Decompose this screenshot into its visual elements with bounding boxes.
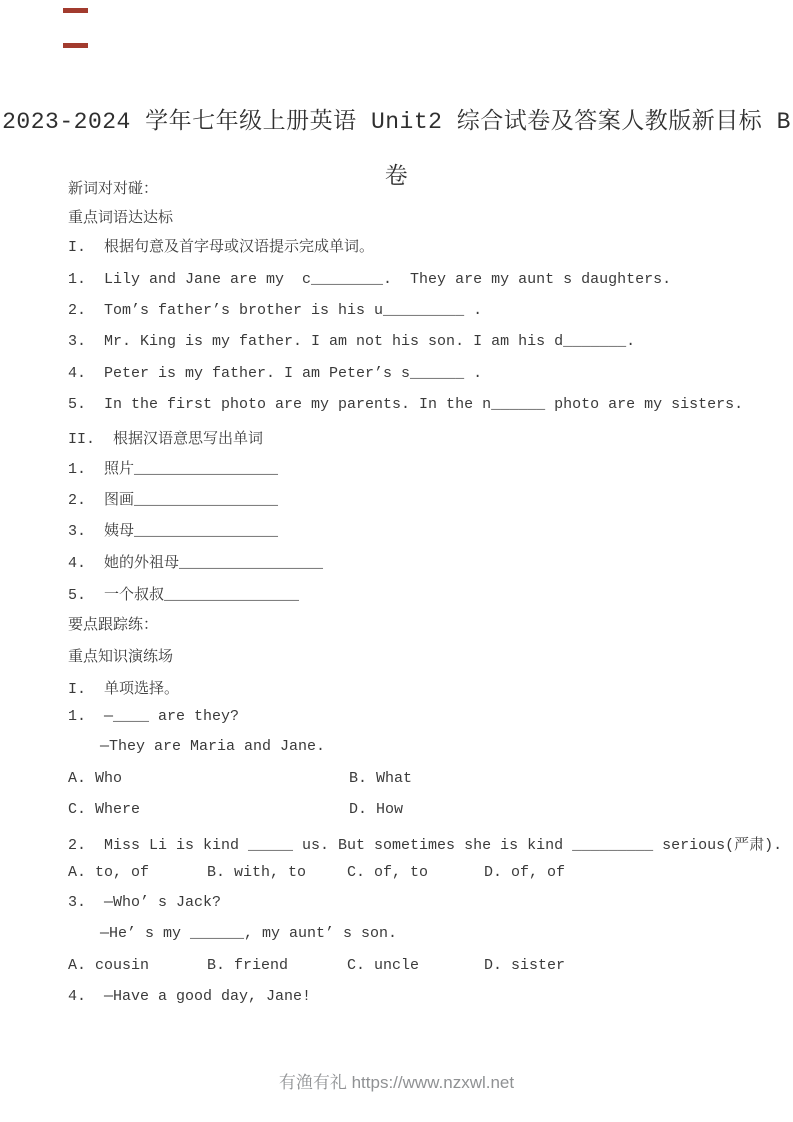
section-heading: I. 根据句意及首字母或汉语提示完成单词。 bbox=[68, 239, 375, 256]
footer-site-link[interactable]: 有渔有礼 https://www.nzxwl.net bbox=[278, 1073, 515, 1092]
option-d: D. of, of bbox=[484, 864, 566, 881]
question-line: 2. Tom’s father’s brother is his u_________ . bbox=[68, 302, 483, 319]
question-line: 3. —Who’ s Jack? bbox=[68, 894, 222, 911]
option-d: D. sister bbox=[484, 957, 566, 974]
intro-text: 重点词语达达标 bbox=[68, 210, 174, 227]
option-b: B. friend bbox=[207, 957, 289, 974]
option-a: A. to, of bbox=[68, 864, 150, 881]
page-title-line-2: 卷 bbox=[384, 164, 409, 190]
question-line: 4. —Have a good day, Jane! bbox=[68, 988, 312, 1005]
red-dash-mark bbox=[63, 43, 88, 48]
question-line: 2. Miss Li is kind _____ us. But sometimes she is kind _________ serious(严肃). bbox=[68, 837, 783, 854]
question-line: 3. 姨母________________ bbox=[68, 523, 279, 540]
section-heading: I. 单项选择。 bbox=[68, 681, 180, 698]
option-b: B. with, to bbox=[207, 864, 307, 881]
question-answer-line: —They are Maria and Jane. bbox=[100, 738, 326, 755]
red-dash-mark bbox=[63, 8, 88, 13]
question-line: 4. Peter is my father. I am Peter’s s______ . bbox=[68, 365, 483, 382]
question-line: 1. Lily and Jane are my c________. They are my aunt s daughters. bbox=[68, 271, 672, 288]
question-line: 5. In the first photo are my parents. In the n______ photo are my sisters. bbox=[68, 396, 744, 413]
option-c: C. uncle bbox=[347, 957, 420, 974]
question-line: 3. Mr. King is my father. I am not his son. I am his d_______. bbox=[68, 333, 636, 350]
option-b: B. What bbox=[349, 770, 413, 787]
question-line: 1. 照片________________ bbox=[68, 461, 279, 478]
question-line: 4. 她的外祖母________________ bbox=[68, 555, 324, 572]
section-heading: II. 根据汉语意思写出单词 bbox=[68, 431, 264, 448]
intro-text: 新词对对碰： bbox=[68, 181, 159, 198]
page-title-line-1: 2023-2024 学年七年级上册英语 Unit2 综合试卷及答案人教版新目标 B bbox=[2, 109, 791, 135]
option-c: C. Where bbox=[68, 801, 141, 818]
option-a: A. Who bbox=[68, 770, 123, 787]
question-line: 1. —____ are they? bbox=[68, 708, 240, 725]
question-line: 2. 图画________________ bbox=[68, 492, 279, 509]
intro-text: 要点跟踪练： bbox=[68, 617, 159, 634]
question-answer-line: —He’ s my ______, my aunt’ s son. bbox=[100, 925, 398, 942]
intro-text: 重点知识演练场 bbox=[68, 649, 174, 666]
option-d: D. How bbox=[349, 801, 404, 818]
option-a: A. cousin bbox=[68, 957, 150, 974]
option-c: C. of, to bbox=[347, 864, 429, 881]
question-line: 5. 一个叔叔_______________ bbox=[68, 587, 300, 604]
